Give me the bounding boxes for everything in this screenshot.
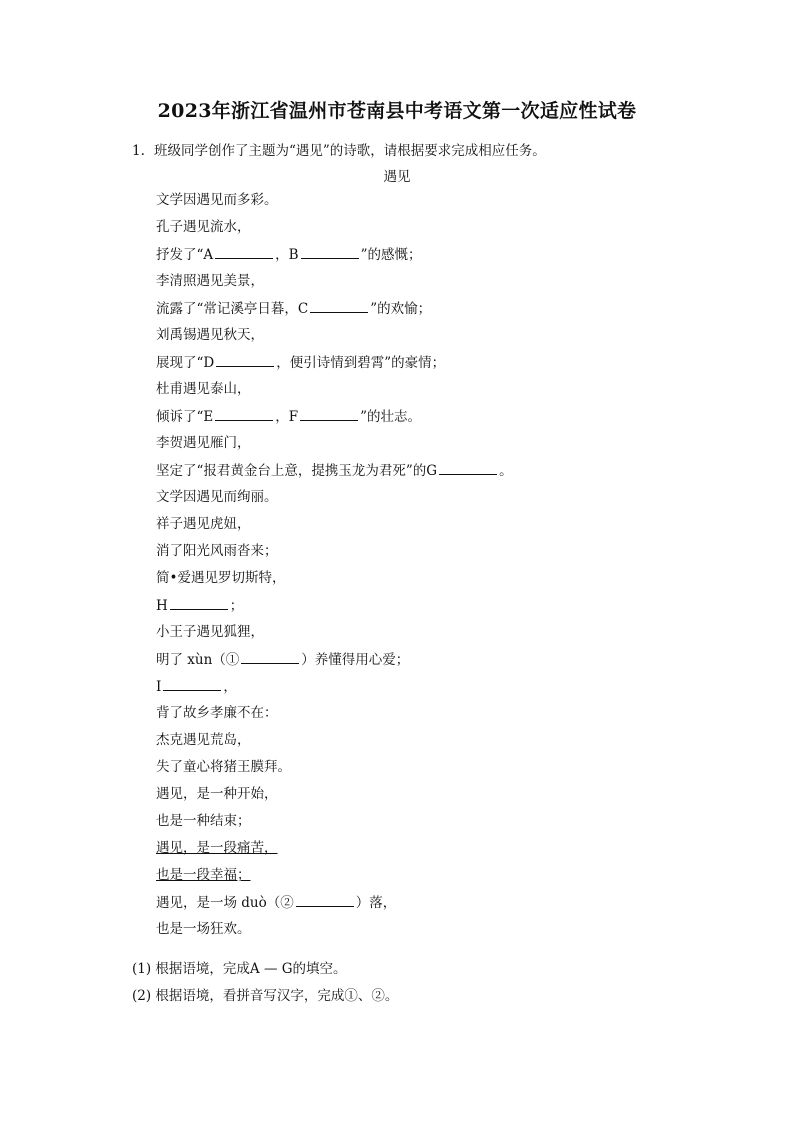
question-1 [132,139,546,159]
poem-line-text: 李贺遇见雁门， [156,435,251,451]
poem-line-text: 失了童心将猪王膜拜。 [156,759,291,775]
poem-line-text: 小王子遇见狐狸， [156,624,264,640]
poem-line-text: 展现了“D [156,355,215,371]
poem-line-text: ”的欢愉； [370,301,432,317]
poem-line-text: 也是一段幸福； [156,867,251,883]
poem-line-text: 孔子遇见流水， [156,219,251,235]
poem-line [156,867,513,894]
poem-body [156,192,513,948]
answer-blank[interactable] [300,408,358,421]
poem-line-text: ”的壮志。 [360,409,422,425]
poem-line-text: 杰克遇见荒岛， [156,732,251,748]
poem-line-text: ）养懂得用心爱； [301,652,410,668]
poem-line-text: 文学因遇见而多彩。 [156,192,278,208]
poem-line-text: ，B [275,247,299,263]
poem-line-text: 。 [499,463,513,479]
poem-line-text: I [156,679,162,695]
answer-blank[interactable] [296,894,354,907]
answer-blank[interactable] [215,408,273,421]
poem-line-text: 李清照遇见美景， [156,273,264,289]
poem-line-text: 杜甫遇见泰山， [156,381,251,397]
subquestion-1: (1) 根据语境，完成A — G的填空。 [132,961,347,977]
poem-line-text: 倾诉了“E [156,409,214,425]
poem-line-text: 遇见，是一场 duò（② [156,895,294,911]
poem-line [156,759,513,786]
poem-line [156,516,513,543]
poem-line [156,462,513,489]
poem-line-text: H [156,598,168,614]
poem-line [156,894,513,921]
answer-blank[interactable] [215,246,273,259]
poem-line [156,543,513,570]
poem-line [156,408,513,435]
poem-line [156,192,513,219]
poem-line-text: 坚定了“报君黄金台上意，提携玉龙为君死”的G [156,463,438,479]
answer-blank[interactable] [241,651,299,664]
poem-line [156,921,513,948]
poem-line [156,381,513,408]
poem-line-text: 也是一场狂欢。 [156,921,251,937]
poem-line [156,651,513,678]
poem-line-text: 抒发了“A [156,247,214,263]
poem-line [156,489,513,516]
poem-line-text: 也是一种结束； [156,813,251,829]
subquestion-2: (2) 根据语境，看拼音写汉字，完成①、②。 [132,988,399,1004]
answer-blank[interactable] [439,462,497,475]
answer-blank[interactable] [301,246,359,259]
answer-blank[interactable] [216,354,274,367]
poem-line [156,624,513,651]
poem-line-text: ）落， [355,895,397,911]
page-title: 2023年浙江省温州市苍南县中考语文第一次适应性试卷 [157,100,637,122]
answer-blank[interactable] [310,300,368,313]
poem-line [156,732,513,759]
poem-line [156,840,513,867]
poem-line-text: 遇见，是一种开始， [156,786,278,802]
poem-line-text: ； [229,598,244,614]
poem-line [156,327,513,354]
question-prompt: 班级同学创作了主题为“遇见”的诗歌，请根据要求完成相应任务。 [154,143,546,159]
poem-line-text: 流露了“常记溪亭日暮，C [156,301,309,317]
poem-line-text: 背了故乡孝廉不在： [156,705,278,721]
poem-line-text: ， [223,679,237,695]
poem-line [156,597,513,624]
poem-line [156,570,513,597]
poem-line-text: 简•爱遇见罗切斯特， [156,570,286,586]
poem-line-text: 文学因遇见而绚丽。 [156,489,278,505]
poem-line-text: 祥子遇见虎妞， [156,516,251,532]
poem-line-text: ，F [275,409,299,425]
poem-title: 遇见 [383,169,411,185]
poem-line [156,705,513,732]
poem-line [156,813,513,840]
poem-line [156,273,513,300]
poem-line-text: ，便引诗情到碧霄”的豪情； [276,355,446,371]
answer-blank[interactable] [170,597,228,610]
poem-line [156,435,513,462]
poem-line-text: 刘禹锡遇见秋天， [156,327,264,343]
poem-line-text: 遇见，是一段痛苦， [156,840,278,856]
poem-line-text: 消了阳光风雨沓来； [156,543,278,559]
poem-line [156,300,513,327]
poem-line [156,219,513,246]
question-number: 1. [132,143,145,159]
poem-line [156,786,513,813]
poem-line [156,354,513,381]
poem-line-text: ”的感慨； [360,247,422,263]
poem-line [156,246,513,273]
poem-line [156,678,513,705]
answer-blank[interactable] [163,678,221,691]
poem-line-text: 明了 xùn（① [156,652,240,668]
